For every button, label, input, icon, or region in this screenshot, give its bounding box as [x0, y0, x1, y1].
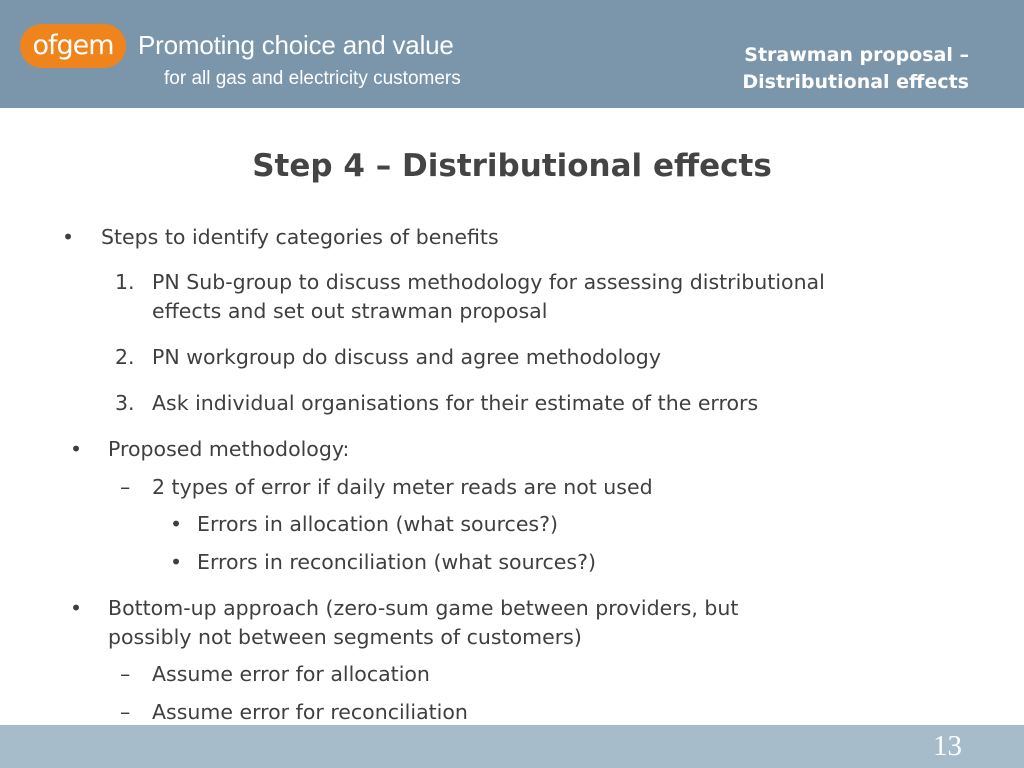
bullet-marker: •: [62, 225, 75, 249]
dash-text: Assume error for allocation: [152, 662, 430, 686]
page-number: 13: [933, 730, 962, 762]
sub-bullet-marker: •: [170, 550, 183, 574]
tagline-main: Promoting choice and value: [138, 30, 454, 60]
numbered-text-line-2: effects and set out strawman proposal: [152, 299, 548, 323]
dash-text: Assume error for reconciliation: [152, 700, 468, 724]
slide-title-line-2: Distributional effects: [742, 71, 969, 93]
dash-marker: –: [120, 700, 131, 724]
bullet-marker: •: [70, 437, 83, 461]
numbered-text-line-1: PN Sub-group to discuss methodology for assessing distributional: [152, 270, 825, 294]
dash-marker: –: [120, 662, 131, 686]
number-marker: 2.: [115, 345, 135, 369]
numbered-text: PN workgroup do discuss and agree methodology: [152, 345, 661, 369]
numbered-text: Ask individual organisations for their estimate of the errors: [152, 391, 759, 415]
bullet-text: Steps to identify categories of benefits: [101, 225, 499, 249]
logo-text: ofgem: [32, 30, 114, 61]
main-title: Step 4 – Distributional effects: [252, 148, 772, 184]
header-bar: [0, 0, 1024, 108]
tagline-sub: for all gas and electricity customers: [164, 68, 461, 89]
bullet-marker: •: [70, 596, 83, 620]
number-marker: 1.: [115, 270, 135, 294]
bullet-text: Proposed methodology:: [108, 437, 350, 461]
dash-text: 2 types of error if daily meter reads are not used: [152, 475, 653, 499]
sub-bullet-marker: •: [170, 512, 183, 536]
dash-marker: –: [120, 475, 131, 499]
bullet-text-line-2: possibly not between segments of customers): [108, 625, 582, 649]
slide-title-line-1: Strawman proposal –: [744, 44, 969, 66]
ofgem-logo: [20, 24, 126, 68]
footer-bar: [0, 725, 1024, 768]
slide-section-title: [639, 42, 969, 96]
sub-bullet-text: Errors in reconciliation (what sources?): [197, 550, 596, 574]
bullet-text-line-1: Bottom-up approach (zero-sum game between providers, but: [108, 596, 739, 620]
number-marker: 3.: [115, 391, 135, 415]
sub-bullet-text: Errors in allocation (what sources?): [197, 512, 558, 536]
